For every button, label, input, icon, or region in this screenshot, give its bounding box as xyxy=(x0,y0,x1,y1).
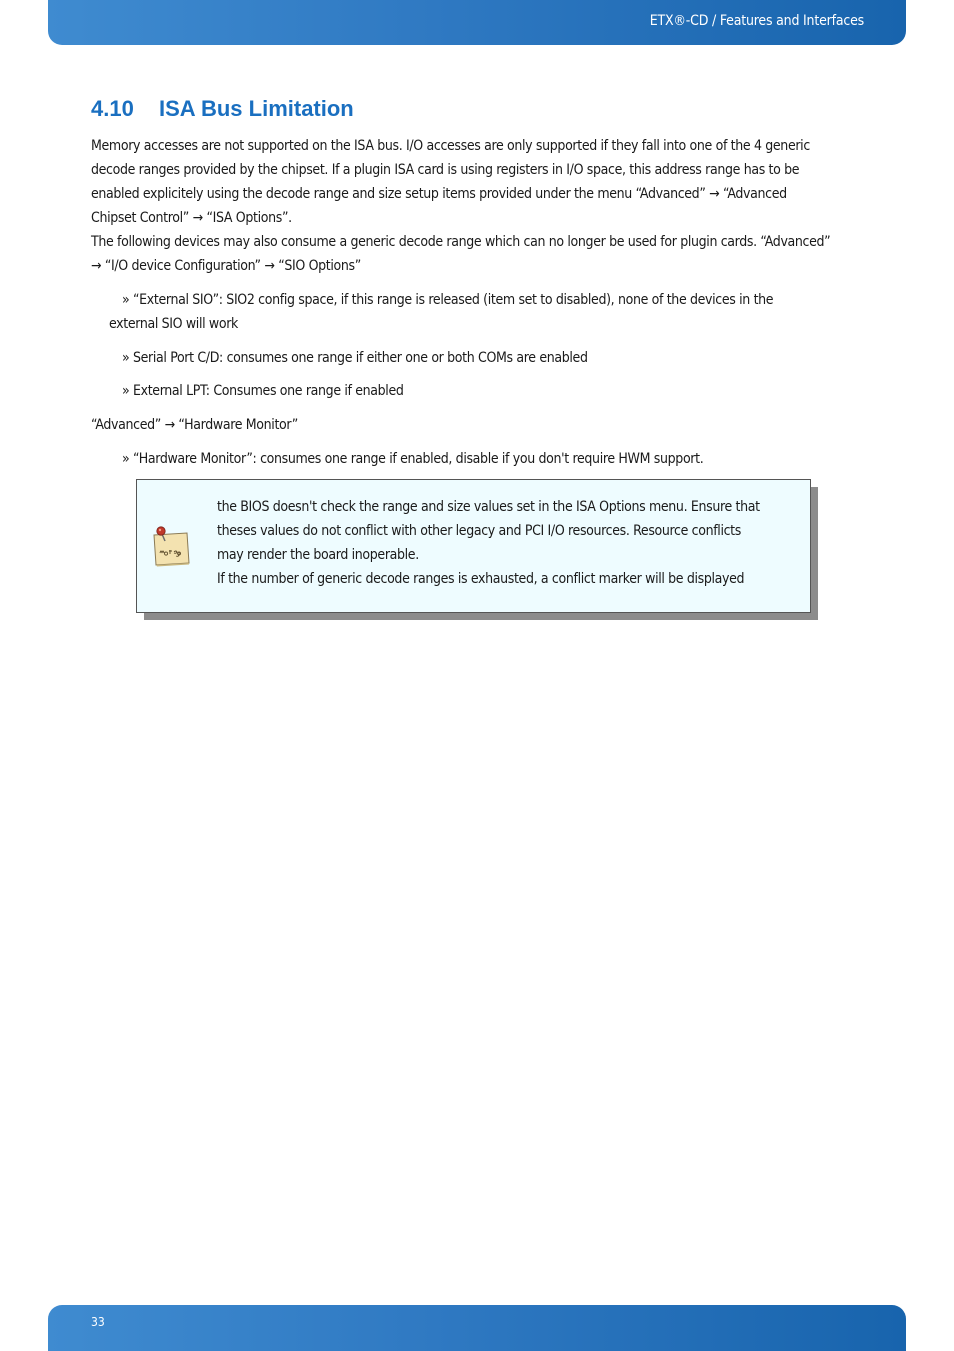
list-item-serial-port xyxy=(122,346,588,370)
note-box xyxy=(136,479,811,613)
section-number: 4.10 xyxy=(91,96,134,121)
note-line: theses values do not conflict with other legacy and PCI I/O resources. Resource conflicts xyxy=(217,523,741,539)
paragraph-line: Chipset Control” → “ISA Options”. xyxy=(91,210,292,226)
list-item-line: » External LPT: Consumes one range if enabled xyxy=(122,383,404,399)
list-item-external-lpt xyxy=(122,379,404,403)
section-heading xyxy=(91,96,354,122)
paragraph-line: Memory accesses are not supported on the ISA bus. I/O accesses are only supported if they fall into one of the 4 generic xyxy=(91,138,810,154)
paragraph-line: → “I/O device Configuration” → “SIO Options” xyxy=(91,258,361,274)
note-line: may render the board inoperable. xyxy=(217,547,419,563)
page-number: 33 xyxy=(91,1315,105,1329)
hardware-monitor-menu-path xyxy=(91,413,298,437)
paragraph-line: enabled explicitely using the decode range and size setup items provided under the menu “Advanced” → “Advanced xyxy=(91,186,787,202)
footer-banner xyxy=(48,1305,906,1351)
section-title: ISA Bus Limitation xyxy=(159,96,354,121)
document-title: ETX®-CD / Features and Interfaces xyxy=(649,13,864,29)
list-item-line: » Serial Port C/D: consumes one range if either one or both COMs are enabled xyxy=(122,350,588,366)
note-line: If the number of generic decode ranges is exhausted, a conflict marker will be displayed xyxy=(217,571,745,587)
list-item-line: external SIO will work xyxy=(109,316,238,332)
paragraph-line: The following devices may also consume a generic decode range which can no longer be used for plugin cards. “Advanced” xyxy=(91,234,831,250)
note-icon xyxy=(151,521,191,567)
paragraph-line: decode ranges provided by the chipset. If a plugin ISA card is using registers in I/O space, this address range has to be xyxy=(91,162,800,178)
header-banner xyxy=(48,0,906,45)
intro-paragraph xyxy=(91,134,830,278)
list-item-line: » “External SIO”: SIO2 config space, if this range is released (item set to disabled), none of the devices in the xyxy=(122,292,774,308)
list-item-line: » “Hardware Monitor”: consumes one range if enabled, disable if you don't require HWM support. xyxy=(122,451,704,467)
list-item-external-sio xyxy=(109,288,774,336)
paragraph-line: “Advanced” → “Hardware Monitor” xyxy=(91,417,298,433)
note-text xyxy=(217,495,760,591)
list-item-hardware-monitor xyxy=(122,447,703,471)
note-line: the BIOS doesn't check the range and size values set in the ISA Options menu. Ensure that xyxy=(217,499,760,515)
